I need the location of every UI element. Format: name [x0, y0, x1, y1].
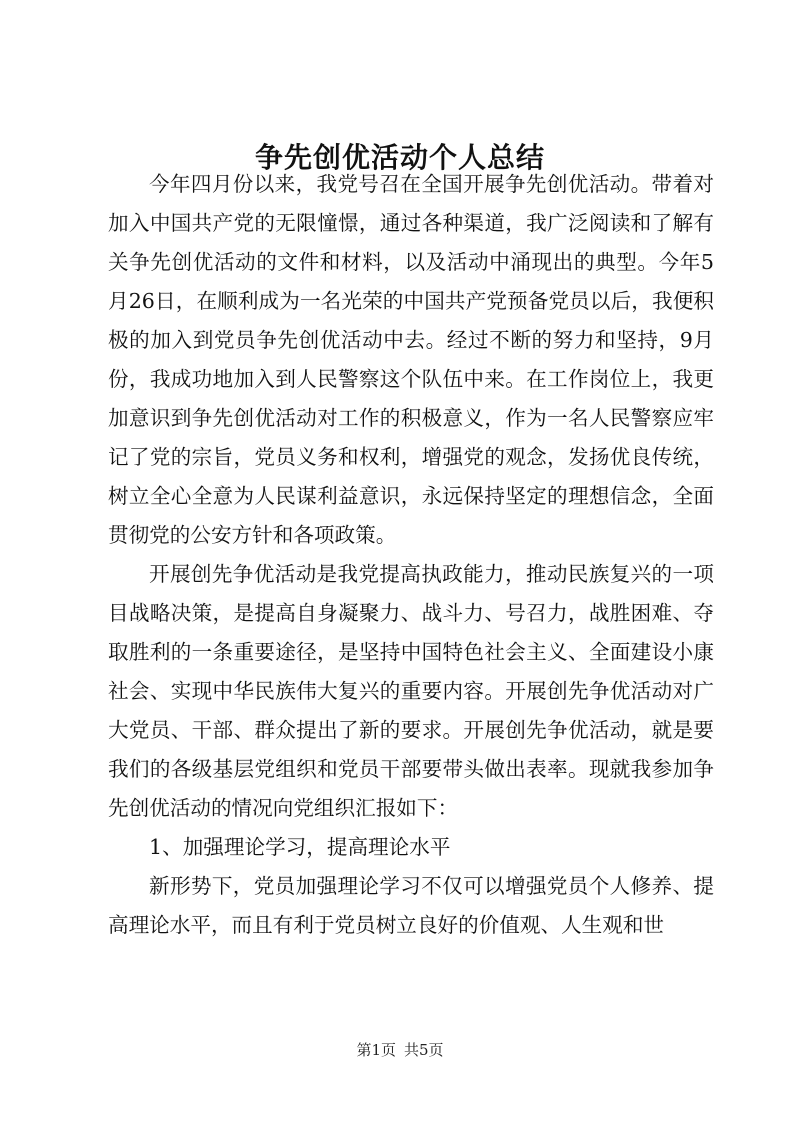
- page-footer: [0, 1040, 800, 1060]
- section-heading-theory-study: 1、加强理论学习，提高理论水平: [149, 835, 451, 859]
- page-total: 共5页: [404, 1041, 444, 1059]
- document-body: [108, 165, 714, 945]
- document-title: 争先创优活动个人总结: [254, 141, 545, 174]
- paragraph-significance: 开展创先争优活动是我党提高执政能力，推动民族复兴的一项目战略决策，是提高自身凝聚力、战斗力、号召力，战胜困难、夺取胜利的一条重要途径，是坚持中国特色社会主义、全面建设小康社会、实现中华民族伟大复兴的重要内容。开展创先争优活动对广大党员、干部、群众提出了新的要求。开展创先争优活动，就是要我们的各级基层党组织和党员干部要带头做出表率。现就我参加争先创优活动的情况向党组织汇报如下：: [108, 562, 714, 820]
- paragraph-theory-study: 新形势下，党员加强理论学习不仅可以增强党员个人修养、提高理论水平，而且有利于党员树立良好的价值观、人生观和世: [108, 874, 714, 937]
- page-number: 第1页: [356, 1041, 396, 1059]
- paragraph-intro: 今年四月份以来，我党号召在全国开展争先创优活动。带着对加入中国共产党的无限憧憬，通过各种渠道，我广泛阅读和了解有关争先创优活动的文件和材料，以及活动中涌现出的典型。今年5月26日，在顺利成为一名光荣的中国共产党预备党员以后，我便积极的加入到党员争先创优活动中去。经过不断的努力和坚持，9月份，我成功地加入到人民警察这个队伍中来。在工作岗位上，我更加意识到争先创优活动对工作的积极意义，作为一名人民警察应牢记了党的宗旨，党员义务和权利，增强党的观念，发扬优良传统，树立全心全意为人民谋利益意识，永远保持坚定的理想信念，全面贯彻党的公安方针和各项政策。: [108, 172, 714, 547]
